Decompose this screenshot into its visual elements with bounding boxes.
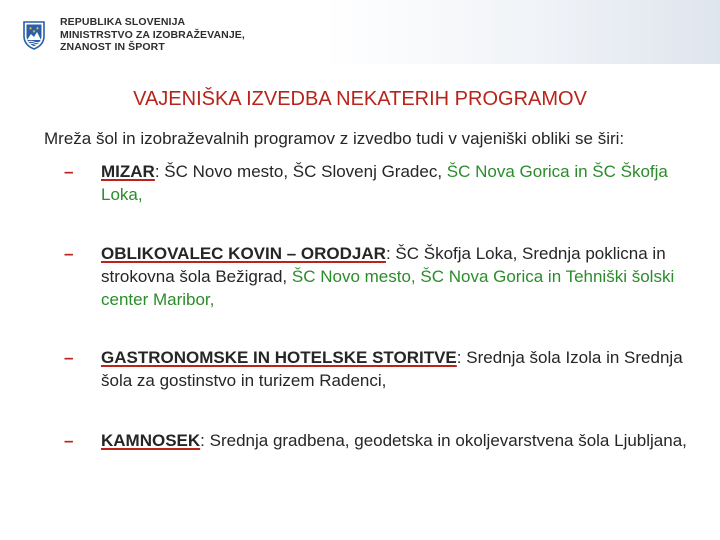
colon: : [456, 348, 467, 367]
list-item [64, 346, 700, 392]
schools-green: ŠC Nova Gorica in ŠC Škofja Loka, [101, 162, 668, 204]
list-item-text [101, 242, 700, 311]
list-item [64, 429, 700, 452]
list-item [64, 242, 700, 311]
list-item-text [101, 346, 700, 392]
schools-black: Srednja šola Izola in Srednja šola za gostinstvo in turizem Radenci, [101, 348, 683, 390]
ministry-line-1: REPUBLIKA SLOVENIJA [60, 16, 186, 28]
schools-black: Srednja gradbena, geodetska in okoljevarstvena šola Ljubljana, [209, 431, 687, 450]
program-keyword: OBLIKOVALEC KOVIN – ORODJAR [101, 244, 386, 263]
program-keyword: MIZAR [101, 162, 155, 181]
ministry-name [60, 16, 245, 54]
schools-black: ŠC Novo mesto, ŠC Slovenj Gradec, [164, 162, 447, 181]
schools-black: ŠC Škofja Loka, Srednja poklicna in strokovna šola Bežigrad, [101, 244, 666, 286]
list-item [64, 160, 700, 206]
colon: : [385, 244, 396, 263]
list-item-text [101, 160, 700, 206]
coat-of-arms-icon [22, 20, 46, 50]
list-item-text [101, 429, 700, 452]
program-keyword: GASTRONOMSKE IN HOTELSKE STORITVE [101, 348, 457, 367]
ministry-line-3: ZNANOST IN ŠPORT [60, 41, 165, 53]
slide-title: VAJENIŠKA IZVEDBA NEKATERIH PROGRAMOV [133, 88, 587, 110]
intro-text: Mreža šol in izobraževalnih programov z izvedbo tudi v vajeniški obliki se širi: [44, 129, 625, 148]
dash-bullet: – [64, 244, 74, 263]
colon: : [200, 431, 210, 450]
dash-bullet: – [64, 431, 74, 450]
program-keyword: KAMNOSEK [101, 431, 201, 450]
colon: : [154, 162, 165, 181]
ministry-line-2: MINISTRSTVO ZA IZOBRAŽEVANJE, [60, 28, 245, 41]
dash-bullet: – [64, 162, 74, 181]
schools-green: ŠC Novo mesto, ŠC Nova Gorica in Tehniški šolski center Maribor, [101, 267, 675, 309]
dash-bullet: – [64, 348, 74, 367]
